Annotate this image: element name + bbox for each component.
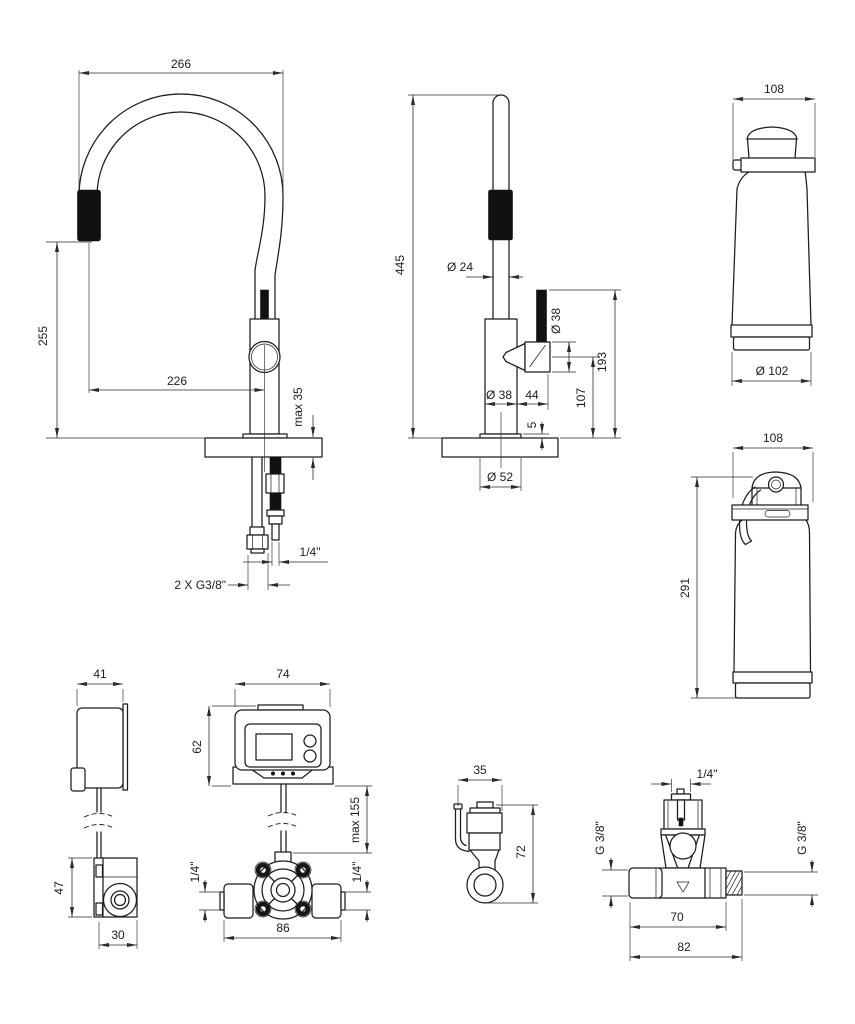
outlet-fitting-3 [269, 516, 282, 524]
flow-channel [659, 868, 706, 898]
dim-label-spout-diameter: Ø 24 [446, 260, 474, 274]
cable-break [268, 813, 298, 817]
nut-right [705, 868, 726, 898]
dim-label-tee-thread-right: G 3/8" [795, 821, 809, 855]
cap-side [748, 139, 750, 158]
dim-label-filter-a-diameter: Ø 102 [755, 364, 789, 378]
dim-label-spout-height: 255 [36, 325, 50, 347]
bottom-band-1 [731, 325, 812, 337]
dim-label-body-diameter: Ø 38 [485, 388, 513, 402]
dim-label-supply-hoses: 2 X G3/8" [174, 578, 226, 592]
dim-label-tee-thread-left: G 3/8" [593, 821, 607, 855]
cap-port [769, 477, 784, 492]
cable-break [84, 814, 114, 818]
deck-front [442, 438, 558, 457]
spout-grip [489, 190, 513, 240]
bail-end [746, 541, 752, 545]
dim-label-tee-stem: 1/4" [696, 767, 718, 781]
dim-label-cable-length: max 155 [348, 796, 362, 844]
display-screen [256, 734, 292, 760]
manifold-port-right [312, 884, 341, 918]
outlet-hose-top [270, 457, 281, 474]
dim-label-sensor-height: 47 [52, 881, 66, 895]
dim-label-filter-b-height: 291 [678, 577, 692, 599]
dim-label-filter-a-width: 108 [763, 82, 785, 96]
outlet-fitting-1 [266, 474, 284, 493]
deck-side [205, 438, 322, 457]
clip-inner [461, 809, 467, 846]
spout-inner-arc [97, 112, 265, 196]
spindle [678, 800, 685, 820]
outlet-fitting-2 [267, 510, 284, 516]
outlet-hose-mid [270, 493, 281, 510]
shoulder-left [737, 172, 749, 189]
dim-label-reach: 226 [166, 374, 188, 388]
dim-label-inlet-width: 35 [473, 763, 487, 777]
valve-ring [467, 867, 503, 903]
valve-taper [495, 850, 499, 861]
dim-label-sensor-depth: 30 [111, 928, 125, 942]
bottom-band-2 [734, 337, 810, 350]
cap-side [795, 139, 797, 158]
manifold-port-left [224, 884, 253, 918]
dim-label-deck-thickness: max 35 [291, 387, 305, 427]
ball [670, 833, 696, 859]
view-filter-cartridge-b [678, 431, 813, 698]
dim-label-port-right: 1/4" [350, 861, 364, 883]
dim-label-base-diameter: Ø 52 [486, 470, 514, 484]
spray-head [78, 190, 101, 241]
view-filter-cartridge-a [731, 82, 815, 386]
dim-label-port-left: 1/4" [188, 861, 202, 883]
bottle-side [807, 189, 811, 325]
dim-label-tee-body-width: 70 [670, 910, 684, 924]
dim-label-tee-total-width: 82 [677, 940, 691, 954]
cable-break [84, 825, 114, 829]
view-sensor-unit [52, 667, 137, 949]
spout-leg-outer [275, 196, 283, 320]
dim-label-total-height: 445 [393, 254, 407, 276]
dim-label-sensor-width: 41 [93, 667, 107, 681]
bottom-band-2 [736, 683, 811, 698]
manifold-port-right-tab [341, 892, 345, 910]
bottom-band-1 [733, 672, 812, 683]
dim-label-handle-diameter: Ø 38 [549, 307, 563, 335]
dim-label-spout-width: 266 [170, 57, 192, 71]
stem-tip [677, 789, 684, 794]
valve-taper [470, 850, 479, 861]
holder-dot [271, 772, 274, 775]
bottle-side [734, 533, 736, 672]
stem-bar [672, 794, 691, 800]
display-button-bottom [304, 750, 316, 762]
dim-label-handle-offset: 44 [525, 388, 539, 402]
dim-label-handle-top-height: 193 [595, 351, 609, 373]
dim-label-outlet-hose: 1/4" [299, 545, 321, 559]
spout-top [493, 95, 509, 103]
dim-label-handle-axis-height: 107 [574, 387, 588, 409]
view-faucet-side [36, 57, 328, 592]
valve-body-upper [467, 813, 502, 833]
manifold-port-left-tab [220, 892, 224, 910]
valve-body-lower [469, 833, 500, 850]
view-tee-valve [593, 767, 818, 961]
view-inlet-valve [454, 763, 538, 903]
dim-label-filter-b-width: 108 [762, 431, 784, 445]
mount-bracket [123, 704, 128, 790]
display-button-top [304, 735, 316, 747]
shoulder-right [806, 520, 810, 533]
bottle-side [810, 533, 811, 672]
valve-cap [477, 802, 493, 808]
dim-label-inlet-height: 72 [514, 845, 528, 859]
spindle-tip [679, 818, 683, 826]
collar [732, 505, 808, 520]
handle-valve-body [525, 342, 550, 372]
bottle-side [732, 189, 737, 325]
sensor-foot [71, 768, 85, 791]
manifold-hub [271, 878, 295, 902]
roller-outer [104, 884, 137, 917]
shoulder-left [736, 520, 743, 533]
valve-cap-base [470, 808, 500, 813]
hose-nut-collar [250, 527, 264, 535]
nut-tip [251, 549, 264, 553]
spout-outer-arc [79, 94, 283, 196]
outlet-tube [272, 524, 279, 540]
hose-nut [247, 535, 268, 549]
cable-break [268, 824, 298, 828]
holder-dot [281, 772, 284, 775]
shoulder-right [805, 172, 807, 189]
cap-dome [747, 127, 797, 139]
view-faucet-front [393, 95, 621, 491]
cap-collar [741, 158, 815, 172]
display-top-tab [258, 705, 303, 710]
holder-dot [291, 772, 294, 775]
dim-label-control-width: 74 [276, 667, 290, 681]
lever-front [537, 290, 547, 342]
dim-label-manifold-width: 86 [276, 921, 290, 935]
port-left [629, 868, 662, 898]
view-control-unit [188, 667, 372, 942]
dim-label-control-height: 62 [190, 740, 204, 754]
dim-label-collar-height: 5 [525, 421, 539, 429]
